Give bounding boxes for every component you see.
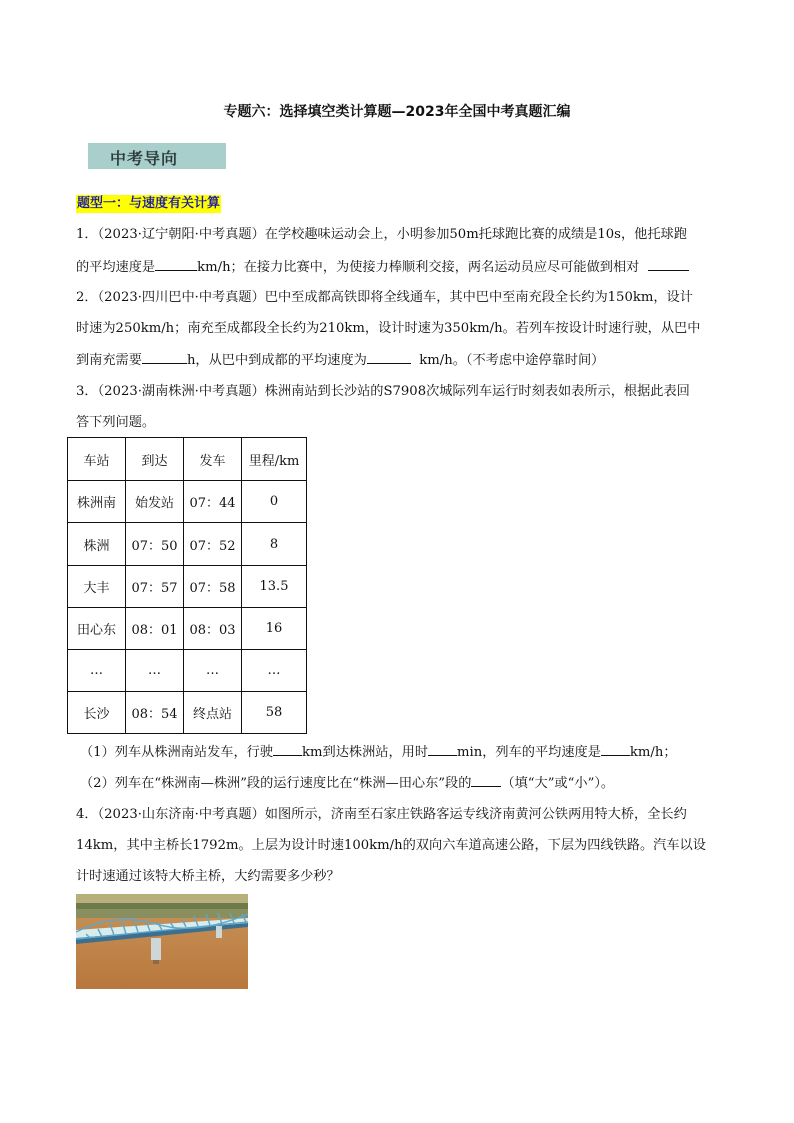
table-cell: 08：01	[126, 608, 184, 650]
table-header-cell: 车站	[68, 438, 126, 481]
table-cell: 终点站	[184, 692, 242, 734]
table-cell: 0	[242, 481, 307, 523]
table-cell: 株洲	[68, 523, 126, 566]
q4-line-1: 4．（2023·山东济南·中考真题）如图所示，济南至石家庄铁路客运专线济南黄河公铁两用特大桥，全长约	[76, 807, 687, 822]
table-header-cell: 里程/km	[242, 438, 307, 481]
table-cell: 株洲南	[68, 481, 126, 523]
bridge-illustration	[76, 894, 248, 989]
q3-s1-text-c: min，列车的平均速度是	[457, 745, 601, 760]
q3-sub-2	[80, 774, 614, 793]
train-timetable	[67, 437, 307, 734]
q4-line-3: 计时速通过该特大桥主桥，大约需要多少秒？	[76, 869, 340, 884]
q2-blank-1[interactable]	[142, 351, 187, 364]
table-cell: 08：03	[184, 608, 242, 650]
table-cell: 16	[242, 608, 307, 650]
table-row	[68, 566, 307, 608]
q3-line-2: 答下列问题。	[76, 415, 156, 430]
page-title: 专题六：选择填空类计算题—2023年全国中考真题汇编	[223, 104, 571, 120]
q4-line-2: 14km，其中主桥长1792m。上层为设计时速100km/h的双向六车道高速公路，下层为四线铁路。汽车以设	[76, 838, 706, 853]
table-cell: 田心东	[68, 608, 126, 650]
q2-text-b: h，从巴中到成都的平均速度为	[186, 353, 367, 368]
table-cell: 始发站	[126, 481, 184, 523]
table-cell: 13.5	[242, 566, 307, 608]
table-cell: 58	[242, 692, 307, 734]
q1-line-2	[76, 258, 689, 277]
q2-blank-2[interactable]	[367, 351, 411, 364]
table-cell: 8	[242, 523, 307, 566]
table-cell: 07：57	[126, 566, 184, 608]
table-cell: …	[126, 650, 184, 692]
q1-text-a: 的平均速度是	[76, 260, 156, 275]
q2-text-a: 到南充需要	[76, 353, 142, 368]
q3-sub-1	[80, 743, 677, 762]
table-cell: …	[68, 650, 126, 692]
table-header-row	[68, 438, 307, 481]
q3-blank-1[interactable]	[273, 743, 302, 756]
q2-line-2: 时速为250km/h；南充至成都段全长约为210km，设计时速为350km/h。若列车按设计时速行驶，从巴中	[76, 321, 701, 336]
q3-blank-4[interactable]	[471, 774, 501, 787]
q3-s2-text-a: （2）列车在“株洲南—株洲”段的运行速度比在“株洲—田心东”段的	[80, 776, 472, 791]
table-row	[68, 608, 307, 650]
banner-label: 中考导向	[110, 149, 179, 168]
table-row	[68, 650, 307, 692]
table-cell: 07：44	[184, 481, 242, 523]
table-cell: 大丰	[68, 566, 126, 608]
q3-s2-text-b: （填“大”或“小”）。	[501, 776, 615, 791]
table-row	[68, 523, 307, 566]
q3-blank-2[interactable]	[428, 743, 457, 756]
q3-blank-3[interactable]	[601, 743, 630, 756]
q1-blank-2[interactable]	[648, 258, 689, 271]
table-cell: 08：54	[126, 692, 184, 734]
q1-text-b: km/h；在接力比赛中，为使接力棒顺利交接，两名运动员应尽可能做到相对	[197, 260, 640, 275]
q2-line-1: 2．（2023·四川巴中·中考真题）巴中至成都高铁即将全线通车，其中巴中至南充段全长约为150km，设计	[76, 290, 693, 305]
q3-line-1: 3．（2023·湖南株洲·中考真题）株洲南站到长沙站的S7908次城际列车运行时刻表如表所示，根据此表回	[76, 384, 690, 399]
table-cell: …	[184, 650, 242, 692]
q3-s1-text-d: km/h；	[629, 745, 677, 760]
question-type-heading: 题型一：与速度有关计算	[77, 196, 221, 211]
table-row	[68, 692, 307, 734]
table-cell: 07：50	[126, 523, 184, 566]
q3-s1-text-a: （1）列车从株洲南站发车，行驶	[80, 745, 274, 760]
table-cell: 07：52	[184, 523, 242, 566]
table-header-cell: 到达	[126, 438, 184, 481]
q3-s1-text-b: km到达株洲站，用时	[302, 745, 429, 760]
q1-blank-1[interactable]	[155, 258, 197, 271]
bridge-photo	[76, 894, 248, 989]
table-cell: 长沙	[68, 692, 126, 734]
q2-text-c: km/h。（不考虑中途停靠时间）	[419, 353, 605, 368]
section-banner	[88, 143, 226, 169]
table-cell: …	[242, 650, 307, 692]
q1-line-1: 1．（2023·辽宁朝阳·中考真题）在学校趣味运动会上，小明参加50m托球跑比赛的成绩是10s，他托球跑	[76, 227, 687, 242]
q2-line-3	[76, 351, 604, 370]
table-header-cell: 发车	[184, 438, 242, 481]
table-row	[68, 481, 307, 523]
table-cell: 07：58	[184, 566, 242, 608]
